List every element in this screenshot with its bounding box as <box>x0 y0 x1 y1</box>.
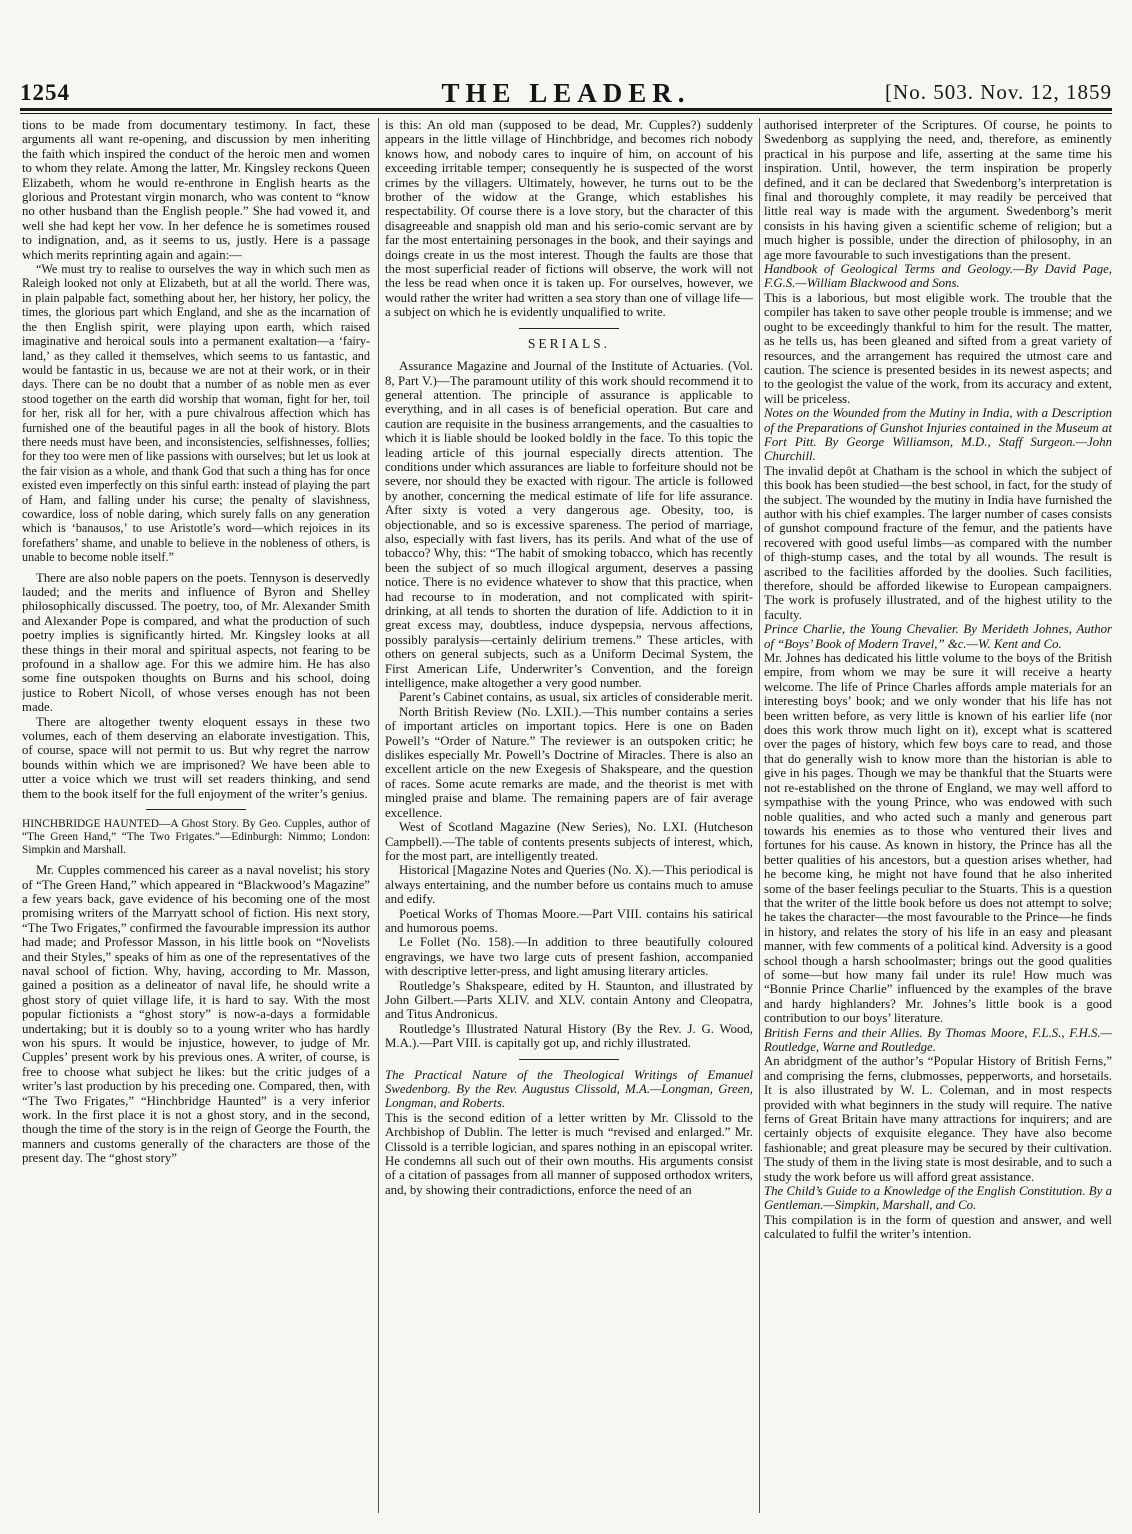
quotation: “We must try to realise to ourselves the way in which such men as Raleigh looked not only at Elizabeth, but at all the world. There was, in plain palpable fact, something about her, her history, her policy, the times, the glorious part which England, and she as the incarnation of the then English spirit, were playing upon earth, which raised imaginative and heroical souls into a permanent exaltation—a ‘fairy-land,’ as they called it themselves, which seems to us fantastic, and would be fantastic in us, because we are not at their work, or in their days. There can be no doubt that a number of as noble men as ever stood together on the earth did worship that woman, fight for her, toil for her, risk all for her, with a pure chivalrous affection which has furnished one of the beautiful pages in all the book of history. Blots there needs must have been, and inconsistencies, selfishnesses, follies; for they too were men of like passions with ourselves; but let us look at the fair vision as a whole, and thank God that such a thing has for once existed even imperfectly on this sinful earth: instead of playing the part of Ham, and falling under his curse; the penalty of slavishness, cowardice, loss of noble daring, which surely falls on any generation which is ‘banausos,’ to use Aristotle’s word—which rejoices in its forefathers’ shame, and unable to believe in the nobleness of others, is unable to become noble itself.” <box>22 262 370 565</box>
paragraph: The invalid depôt at Chatham is the school in which the subject of this book has been studied—the best school, in fact, for the study of the subject. The wounded by the mutiny in India have furnished the author with his chief examples. The larger number of cases consists of gunshot compound fracture of the femur, and the patients have recovered with good useful limbs—as compared with the number of thigh-stump cases, and the total by all wounds. The result is ascribed to the facilities afforded by the doolies. Such facilities, therefore, should be afforded likewise to European campaigners. The work is profusely illustrated, and of the highest utility to the faculty. <box>764 463 1112 622</box>
serial-entry: Assurance Magazine and Journal of the Institute of Actuaries. (Vol. 8, Part V.)—The paramount utility of this work should recommend it to general attention. The principle of assurance is applicable to everything, and in all cases is of beneficial operation. But care and caution are requisite in the business arrangements, and the casualties to which it is liable should be looked boldly in the face. To this topic the leading article of this journal especially directs attention. The conditions under which assurances are liable to forfeiture should not be severe, nor should they be exacted with rigour. The article is followed by another, concerning the medical estimate of life for life assurance. After sixty is voted a very dangerous age. Obesity, too, is objectionable, and so is excessive spareness. The period of marriage, also, especially with fast livers, has its perils. And what of the use of tobacco? Why, this: “The habit of smoking tobacco, which has recently been the subject of so much illogical argument, deserves a passing notice. There is no evidence whatever to show that this practice, when had recourse to in moderation, and not complicated with spirit-drinking, at all tends to shorten the duration of life. Addiction to it in great excess may, doubtless, induce dyspepsia, nervous affections, possibly paralysis—certainly delirium tremens.” These articles, with others on general subjects, such as a Uniform Decimal System, the First American Life, Underwriter’s Convention, and the foreign intelligence, make altogether a very good number. <box>385 359 753 691</box>
book-title: British Ferns and their Allies. By Thomas Moore, F.L.S., F.H.S.—Routledge, Warne and Routledge. <box>764 1025 1112 1054</box>
book-title: HINCHBRIDGE HAUNTED—A Ghost Story. By Geo. Cupples, author of “The Green Hand,” “The Two Frigates.”—Edinburgh: Nimmo; London: Simpkin and Marshall. <box>22 818 370 857</box>
divider <box>519 328 619 329</box>
masthead-rule-thick <box>20 108 1112 111</box>
book-title: Prince Charlie, the Young Chevalier. By Merideth Johnes, Author of “Boys’ Book of Modern Travel,” &c.—W. Kent and Co. <box>764 622 1112 651</box>
paragraph: There are altogether twenty eloquent essays in these two volumes, each of them deserving an elaborate investigation. This, of course, space will not permit to us. But why regret the narrow bounds within which we are imprisoned? We have been able to utter a voice which we trust will set readers thinking, and send them to the book itself for the full enjoyment of the writer’s genius. <box>22 714 370 801</box>
paragraph: This is a laborious, but most eligible work. The trouble that the compiler has taken to save other people trouble is immense; and we ought to be exceedingly thankful to him for the result. The matter, as he tells us, has been gleaned and sifted from a great variety of resources, and the arrangement has required the utmost care and caution. The science is presented besides in its newest aspects; and to the geologist the value of the work, from its accuracy and extent, will be priceless. <box>764 290 1112 406</box>
paragraph: There are also noble papers on the poets. Tennyson is deservedly lauded; and the merits and influence of Byron and Shelley philosophically discussed. The poetry, too, of Mr. Alexander Smith and Alexander Pope is compared, and what the production of such poetry implies is significantly hirted. Mr. Kingsley looks at all these things in their moral and spiritual aspects, not fearing to be profound in a shallow age. For this we admire him. He has also some fine outspoken thoughts on Burns and his school, doing justice to Robert Nicoll, of whose verses enough has not been made. <box>22 570 370 715</box>
serial-entry: Routledge’s Shakspeare, edited by H. Staunton, and illustrated by John Gilbert.—Parts XLIV. and XLV. contain Antony and Cleopatra, and Titus Andronicus. <box>385 978 753 1022</box>
column-separator <box>759 118 760 1513</box>
page-number: 1254 <box>20 80 70 105</box>
paragraph: authorised interpreter of the Scriptures. Of course, he points to Swedenborg as supplying the need, and, therefore, as eminently practical in his purpose and life, asserting at the same time his inspiration. Until, however, the term inspiration be properly defined, and it can be declared that Swedenborg’s interpretation is final and thoroughly complete, it may readily be perceived that little real way is made with the argument. Swedenborg’s merit consists in his having given a scientific scheme of religion; but a much higher is possible, under the direction of philosophy, in an age more favourable to such investigations than the present. <box>764 118 1112 262</box>
serial-entry: Le Follet (No. 158).—In addition to three beautifully coloured engravings, we have two large cuts of present fashion, accompanied with descriptive letter-press, and light amusing literary articles. <box>385 935 753 979</box>
serial-entry: North British Review (No. LXII.).—This number contains a series of important articles on important topics. Here is one on Baden Powell’s “Order of Nature.” The reviewer is an outspoken critic; he dislikes especially Mr. Powell’s Doctrine of Miracles. There is also an excellent article on the new Exegesis of Shakspeare, and the question of races. Some acute remarks are made, and the theorist is met with mingled praise and blame. The remaining papers are of fair average excellence. <box>385 704 753 820</box>
newspaper-title: THE LEADER. <box>441 78 691 108</box>
divider <box>519 1059 619 1060</box>
masthead <box>20 80 1112 106</box>
book-title: Handbook of Geological Terms and Geology.—By David Page, F.G.S.—William Blackwood and Sons. <box>764 262 1112 291</box>
issue-info: [No. 503. Nov. 12, 1859 <box>885 80 1112 104</box>
paragraph: This compilation is in the form of question and answer, and well calculated to fulfil the writer’s intention. <box>764 1212 1112 1242</box>
paragraph: This is the second edition of a letter written by Mr. Clissold to the Archbishop of Dublin. The letter is much “revised and enlarged.” Mr. Clissold is a terrible logician, and spares nothing in an episcopal writer. He condemns all such out of their own mouths. His arguments consist of a citation of passages from all manner of supposed orthodox writers, and, by showing their contradictions, enforce the need of an <box>385 1110 753 1197</box>
paragraph: An abridgment of the author’s “Popular History of British Ferns,” and comprising the ferns, clubmosses, pepperworts, and horsetails. It is also illustrated by W. L. Coleman, and in most respects provided with what beginners in the study will require. The native ferns of Great Britain have many attractions for inquirers; and are certainly objects of exquisite elegance. They have also become fashionable; and great pleasure may be secured by their cultivation. The study of them in the living state is most desirable, and to such a study the work before us will afford great assistance. <box>764 1054 1112 1184</box>
serial-entry: Historical [Magazine Notes and Queries (No. X).—This periodical is always entertaining, and the number before us contains much to amuse and edify. <box>385 863 753 907</box>
column-3 <box>764 118 1112 1513</box>
serial-entry: Poetical Works of Thomas Moore.—Part VIII. contains his satirical and humorous poems. <box>385 906 753 935</box>
divider <box>146 809 246 810</box>
paragraph: Mr. Johnes has dedicated his little volume to the boys of the British empire, from whom we may be sure it will receive a hearty welcome. The life of Prince Charles affords ample materials for an interesting boys’ book; and we only wonder that his life has not been written before, as very little is known of his earlier life (nor does this work throw much light on it), except what is scattered over the pages of history, which few boys care to read, and those that do generally wish to know more than the historian is able to give in his pages. Though we may be thankful that the Stuarts were not re-established on the throne of England, we may well afford to sympathise with the young Prince, who was endowed with such noble qualities, and who acted such a manly and generous part towards his enemies as to those who ventured their lives and fortunes for his cause. As known in history, the Prince has all the better qualities of his ancestors, but a question arises whether, had he become king, he might not have found that he also inherited some of the baser feelings peculiar to the Stuarts. This is a question that the writer of the little book before us does not attempt to solve; he takes the character—the most favourable to the Prince—he finds in history, and relates the story of his life in an easy and pleasant manner, with few comments of a political kind. Adversity is a good school though a harsh schoolmaster; brings out the good qualities of some—but how many fail under its rule! How much was “Bonnie Prince Charlie” influenced by the examples of the brave and hardy highlanders? Mr. Johnes’s little book is a good contribution to our boys’ literature. <box>764 651 1112 1026</box>
book-title: Notes on the Wounded from the Mutiny in India, with a Description of the Preparations of Gunshot Injuries contained in the Museum at Fort Pitt. By George Williamson, M.D., Staff Surgeon.—John Churchill. <box>764 406 1112 464</box>
paragraph: Mr. Cupples commenced his career as a naval novelist; his story of “The Green Hand,” which appeared in “Blackwood’s Magazine” a few years back, gave evidence of his becoming one of the most promising writers of the Marryatt school of fiction. His next story, “The Two Frigates,” confirmed the favourable impression its author had made; and Professor Masson, in his little book on “Novelists and their Styles,” speaks of him as one of the representatives of the naval school of fiction. Why, having, according to Mr. Masson, gained a position as a delineator of naval life, he should write a ghost story of quiet village life, it is hard to say. With the most popular fictionists a “ghost story” is now-a-days a formidable undertaking; but it is doubly so to a young writer who has hardly won his spurs. It would be injustice, however, to judge of Mr. Cupples’ present work by his previous ones. A writer, of course, is free to choose what subject he likes: but the critic judges of a writer’s last production by his preceding one. Compared, then, with “The Two Frigates,” “Hinchbridge Haunted” is a very inferior work. In the first place it is not a ghost story, and in the second, though the time of the story is in the reign of George the Fourth, the manners and customs generally of the characters are those of the present day. The “ghost story” <box>22 863 370 1166</box>
column-separator <box>378 118 379 1513</box>
section-heading: SERIALS. <box>527 335 611 351</box>
paragraph: tions to be made from documentary testimony. In fact, these arguments all want re-opening, and discussion by men inheriting the faith which inspired the conduct of the heroic men and women to whom they relate. Among the latter, Mr. Kingsley reckons Queen Elizabeth, whom he would re-enthrone in English hearts as the glorious and Protestant virgin monarch, who was content to “know no other husband than the English people.” She had vowed it, and well she had kept her vow. In her defence he is sometimes roused to indignation, and, as it seems to us, justly. Here is a passage which merits reprinting again and again:— <box>22 118 370 262</box>
serial-entry: West of Scotland Magazine (New Series), No. LXI. (Hutcheson Campbell).—The table of contents presents subjects of interest, which, for the most part, are intelligently treated. <box>385 820 753 863</box>
column-1 <box>22 118 370 1513</box>
serial-entry: Routledge’s Illustrated Natural History (By the Rev. J. G. Wood, M.A.).—Part VIII. is capitally got up, and richly illustrated. <box>385 1021 753 1051</box>
paragraph: is this: An old man (supposed to be dead, Mr. Cupples?) suddenly appears in the little village of Hinchbridge, and becomes rich nobody knows how, and nobody cares to inquire of him, on account of his exceeding irritable temper; consequently he is suspected of the worst crimes by the villagers. Ultimately, however, he turns out to be the brother of the widow at the Grange, which establishes his respectability. Of course there is a love story, but the character of this disagreeable and snappish old man and his serio-comic servant are by far the most entertaining personages in the book, and their sayings and doings create in us the most interest. Though the faults are those that the most superficial reader of fictions will observe, the work will not the less be read when once it is taken up. For ourselves, however, we would rather the writer had written a sea story than one of village life—a subject on which he is evidently unqualified to write. <box>385 118 753 320</box>
book-title: The Practical Nature of the Theological Writings of Emanuel Swedenborg. By the Rev. Augustus Clissold, M.A.—Longman, Green, Longman, and Roberts. <box>385 1067 753 1111</box>
serial-entry: Parent’s Cabinet contains, as usual, six articles of considerable merit. <box>399 690 753 705</box>
book-title: The Child’s Guide to a Knowledge of the English Constitution. By a Gentleman.—Simpkin, Marshall, and Co. <box>764 1184 1112 1213</box>
column-2 <box>385 118 753 1513</box>
masthead-rule-thin <box>20 113 1112 114</box>
